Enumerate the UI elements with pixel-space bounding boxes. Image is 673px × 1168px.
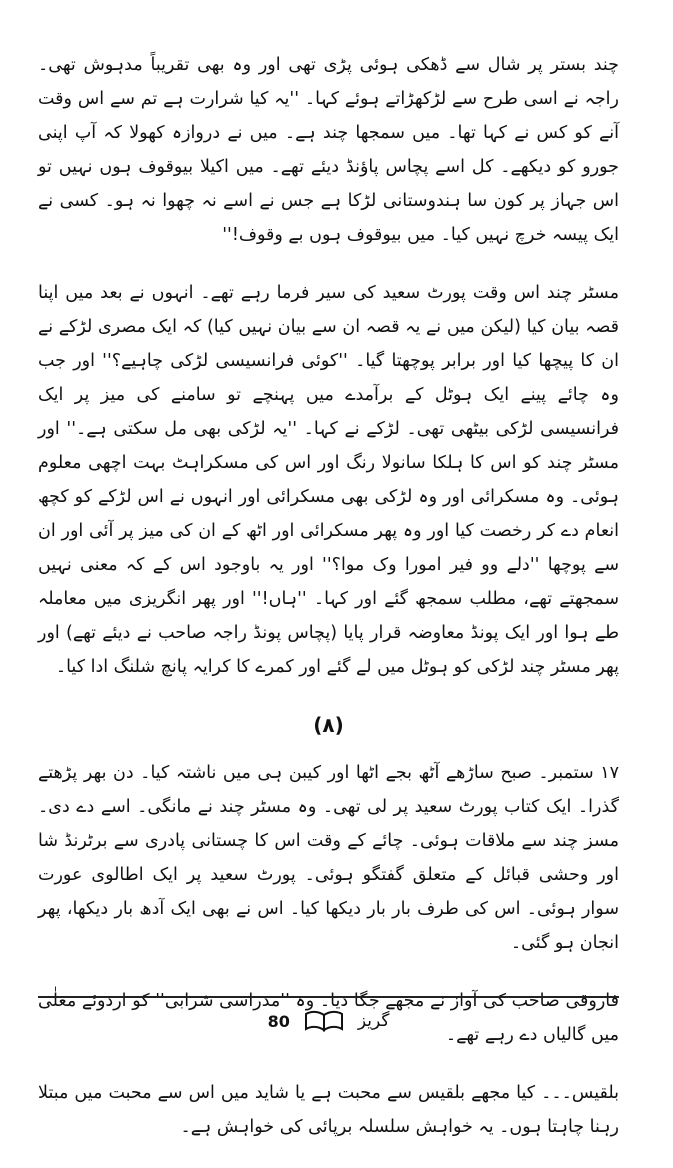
- page-footer: [38, 996, 619, 1046]
- paragraph: ۱۷ ستمبر۔ صبح ساڑھے آٹھ بجے اٹھا اور کیبن ہی میں ناشتہ کیا۔ دن بھر پڑھتے گذرا۔ ایک کتاب پورٹ سعید پر لی تھی۔ وہ مسٹر چند نے مانگی۔ اسے دے دی۔ مسز چند سے ملاقات ہوئی۔ چائے کے وقت اس کا چستانی پادری سے برٹرنڈ شا اور وحشی قبائل کے متعلق گفتگو ہوئی۔ پورٹ سعید پر ایک اطالوی عورت سوار ہوئی۔ اس کی طرف بار بار دیکھا کیا۔ اس نے بھی ایک آدھ بار دیکھا، پھر انجان ہو گئی۔: [38, 763, 619, 953]
- footer-row: [38, 1006, 619, 1036]
- paragraph: مسٹر چند اس وقت پورٹ سعید کی سیر فرما رہے تھے۔ انہوں نے بعد میں اپنا قصہ بیان کیا (لیکن میں نے یہ قصہ ان سے بیان نہیں کیا) کہ ایک مصری لڑکے نے ان کا پیچھا کیا اور برابر پوچھتا گیا۔ ''کوئی فرانسیسی لڑکی چاہیے؟'' اور جب وہ چائے پینے ایک ہوٹل کے برآمدے میں پہنچے تو سامنے کی میز پر ایک فرانسیسی لڑکی بیٹھی تھی۔ لڑکے نے کہا۔ ''یہ لڑکی بھی مل سکتی ہے۔'' اور مسٹر چند کو اس کا ہلکا سانولا رنگ اور اس کی مسکراہٹ بہت اچھی معلوم ہوئی۔ وہ مسکرائی اور وہ لڑکی بھی مسکرائی اور انہوں نے اس لڑکے کو کچھ انعام دے کر رخصت کیا اور وہ پھر مسکرائی اور اٹھ کے ان کی میز پر آئی اور ان سے پوچھا ''دلے وو فیر امورا وک موا؟'' اور یہ باوجود اس کے کہ معنی نہیں سمجھتے تھے، مطلب سمجھ گئے اور کہا۔ ''ہاں!'' اور پھر انگریزی میں معاملہ طے ہوا اور ایک پونڈ معاوضہ قرار پایا (پچاس پونڈ راجہ صاحب نے دیئے تھے) اور پھر مسٹر چند لڑکی کو ہوٹل میں لے گئے اور کمرے کا کرایہ پانچ شلنگ ادا کیا۔: [38, 283, 619, 677]
- page-number: 80: [267, 1011, 290, 1031]
- section-heading: (۸): [313, 713, 344, 737]
- paragraph: بلقیس۔۔۔ کیا مجھے بلقیس سے محبت ہے یا شاید میں اس سے محبت میں مبتلا رہنا چاہتا ہوں۔ یہ خواہش سلسلہ برپائی کی خواہش ہے۔: [38, 1083, 619, 1137]
- book-title: گریز: [357, 1011, 390, 1031]
- open-book-icon: [304, 1010, 344, 1032]
- paragraph: فاروقی صاحب کی آواز نے مجھے جگا دیا۔ وہ ''مدراسی شرابی'' کو اردوئے معلٰی میں گالیاں دے رہے تھے۔: [38, 991, 619, 1045]
- paragraph: چند بستر پر شال سے ڈھکی ہوئی پڑی تھی اور وہ بھی تقریباً مدہوش تھی۔ راجہ نے اسی طرح سے لڑکھڑاتے ہوئے کہا۔ ''یہ کیا شرارت ہے تم سے اس وقت آنے کو کس نے کہا تھا۔ میں سمجھا چند ہے۔ میں نے دروازہ کھولا کہ آپ اپنی جورو کو دیکھے۔ کل اسے پچاس پاؤنڈ دیئے تھے۔ میں اکیلا بیوقوف ہوں نہیں تو اس جہاز پر کون سا ہندوستانی لڑکا ہے جس نے اسے نہ چھوا نہ ہو۔ کسی نے ایک پیسہ خرچ نہیں کیا۔ میں بیوقوف ہوں بے وقوف!'': [38, 55, 619, 245]
- footer-divider: [38, 996, 619, 998]
